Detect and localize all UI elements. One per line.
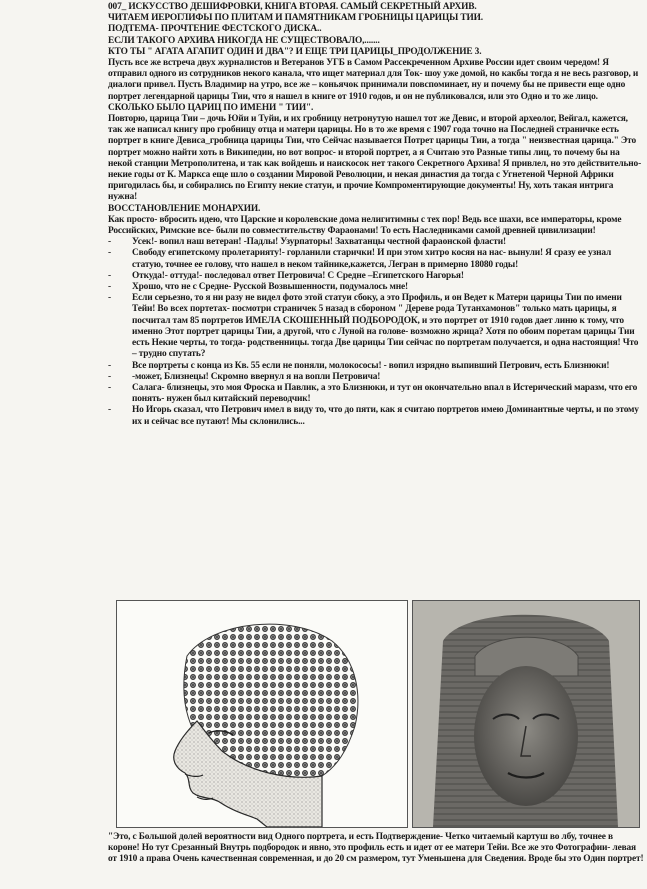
dialogue-item (108, 237, 644, 248)
dialogue-item (108, 405, 644, 427)
dialogue-item (108, 383, 644, 405)
restoration-paragraph: Как просто- вбросить идею, что Царские и королевские дома нелигитимны с тех пор! Ведь все шахи, все императоры, кроме Российских, Римские все- были по совместительству Фараонами! То есть Наследниками самой древней цивилизации! (108, 214, 622, 237)
dash-bullet: - (108, 360, 111, 371)
dash-bullet: - (108, 282, 111, 293)
dialogue-item (108, 271, 644, 282)
image-caption: "Это, с Большой долей вероятности вид Одного портрета, и есть Подтверждение- Четко читаемый картуш во лбу, точнее в короне! Но тут Срезанный Внутрь подбородок и явно, это профиль есть и идет от ее матери Тейи. Все же это Фотографии- левая от 1910 а права Очень качественная современная, и до 20 см размером, тут Уменьшена для Сведения. Вроде бы это Один портрет! (108, 832, 644, 865)
dialogue-text: Если серьезно, то я ни разу не видел фото этой статуи сбоку, а это Профиль, и он Ведет к Матери царицы Тии по имени Тейи! Во всех портетах- посмотри страничек 5 назад в сбороном " Дереве рода Тутанхамонов" только мать царицы, я посчитал там 85 портретов ИМЕЛА СКОШЕННЫЙ ПОДБОРОДОК, и это портрет от 1910 годов дает линю к тому, что именно Этот портрет царицы Тии, а другой, что с Луной на голове- возможно жрица? Хотя по обоим поретам царицы Тии есть Некие черты, то тогда- родственницы. тогда Две царицы Тии сейчас по портретам получается, и одна настоящия! Что – трудно спутать? (132, 293, 639, 360)
dialogue-item (108, 361, 644, 372)
carved-head-drawing (413, 601, 639, 827)
main-text (108, 2, 644, 428)
dialogue-text: Усек!- вопил наш ветеран! -Падлы! Узурпаторы! Захватанцы честной фараонской фласти! (132, 237, 506, 248)
profile-head-sketch (116, 600, 408, 828)
dash-bullet: - (108, 237, 111, 248)
body-paragraph: Повторю, царица Тии – дочь Юйи и Туйи, и их гробницу нетронутую нашел тот же Девис, и второй археолог, Вейгал, кажется, так же написал книгу про гробницу отца и матери царицы. Но в то же время с 1907 года точно на Последней страничке есть портрет в книге Девиса_гробница царицы Тии, что Сейчас называется Потрет царицы Тии, а тогда " неизвестная царица." Это портрет можно найти хоть в Википедии, но вот вопрос- и второй портрет, а я Считаю это Разные типы лиц, то почему бы на некой станции Метрополитена, и так как войдешь и наискосок нет такого Секретного Архива! Я привлел, но это действительно- некие годы от К. Маркса еще шло о создании Мировой Революции, и некая династия да тогда с Угнетеной Черной Африки пригодилась бы, и собирались по Египту некие статуи, и прочие Компроментирующие документы! Ну, хоть такая интрига нужна! (108, 114, 642, 203)
carved-head-photo (412, 600, 640, 828)
header-line-4: ЕСЛИ ТАКОГО АРХИВА НИКОГДА НЕ СУЩЕСТВОВАЛО,....... (108, 35, 380, 46)
heading-restoration: ВОССТАНОВЛЕНИЕ МОНАРХИИ. (108, 203, 261, 214)
dialogue-item (108, 372, 644, 383)
profile-head-drawing (117, 601, 407, 827)
dialogue-list (108, 237, 644, 427)
dash-bullet: - (108, 270, 111, 281)
dash-bullet: - (108, 382, 111, 393)
intro-paragraph: Пусть все же встреча двух журналистов и Ветеранов УГБ в Самом Рассекреченном Архиве России идет своим чередом! Я отправил одного из сотрудников некого канала, что ищет материал для Ток- шоу уже домой, но какбы тогда я не весь разговор, и диалоги привел. Пусть Владимир на утро, все же – коньячок принимали повспоминает, ну и почему бы не привести еще одно портрет легендарной царицы Тии, что я нашел в книге от 1910 годов, и он не публиковался, или это Одно и то же лицо. (108, 58, 639, 102)
heading-how-many-queens: СКОЛЬКО БЫЛО ЦАРИЦ ПО ИМЕНИ " ТИИ". (108, 102, 314, 113)
header-line-5: КТО ТЫ " АГАТА АГАПИТ ОДИН И ДВА"? И ЕЩЕ ТРИ ЦАРИЦЫ_ПРОДОЛЖЕНИЕ 3. (108, 46, 482, 57)
dialogue-item (108, 293, 644, 360)
dash-bullet: - (108, 248, 111, 259)
header-line-2: ЧИТАЕМ ИЕРОГЛИФЫ ПО ПЛИТАМ И ПАМЯТНИКАМ ГРОБНИЦЫ ЦАРИЦЫ ТИИ. (108, 13, 483, 24)
dialogue-text: Но Игорь сказал, что Петрович имел в виду то, что до пяти, как я считаю портретов имею Доминантные черты, и по этому их и сейчас все путают! Мы склонились... (132, 405, 639, 427)
header-line-1: 007_ ИСКУССТВО ДЕШИФРОВКИ, КНИГА ВТОРАЯ. САМЫЙ СЕКРЕТНЫЙ АРХИВ. (108, 2, 477, 12)
dash-bullet: - (108, 293, 111, 304)
dash-bullet: - (108, 371, 111, 382)
dialogue-item (108, 282, 644, 293)
portrait-images (116, 600, 640, 826)
dialogue-text: Салага- близнецы, это моя Фроска и Павлик, а это Близнюки, и тут он окончательно впал в Истерический маразм, что его понять- нужен был китайский переводчик! (132, 382, 638, 405)
dialogue-text: Свободу египетскому пролетарияту!- горланили старички! И при этом хитро косяя на нас- вынули! Я сразу ее узнал статую, точнее ее голову, что нашел в неком тайнике,кажется, Легран в примерно 18080 годы! (132, 248, 612, 270)
dialogue-text: Все портреты с конца из Кв. 55 если не поняли, молокососы! - вопил изрядно выпивший Петрович, есть Близнюки! (132, 360, 610, 371)
dialogue-text: Хрошо, что не с Средне- Русской Возвышенности, подумалось мне! (132, 282, 409, 293)
dialogue-item (108, 248, 644, 270)
dialogue-text: Откуда!- оттуда!- последовал ответ Петровича! С Средне –Египетского Нагорья! (132, 270, 464, 281)
dash-bullet: - (108, 405, 111, 416)
header-line-3: ПОДТЕМА- ПРОЧТЕНИЕ ФЕСТСКОГО ДИСКА.. (108, 24, 322, 35)
dialogue-text: -может, Близнецы! Скромно ввернул я на вопли Петровича! (132, 371, 381, 382)
